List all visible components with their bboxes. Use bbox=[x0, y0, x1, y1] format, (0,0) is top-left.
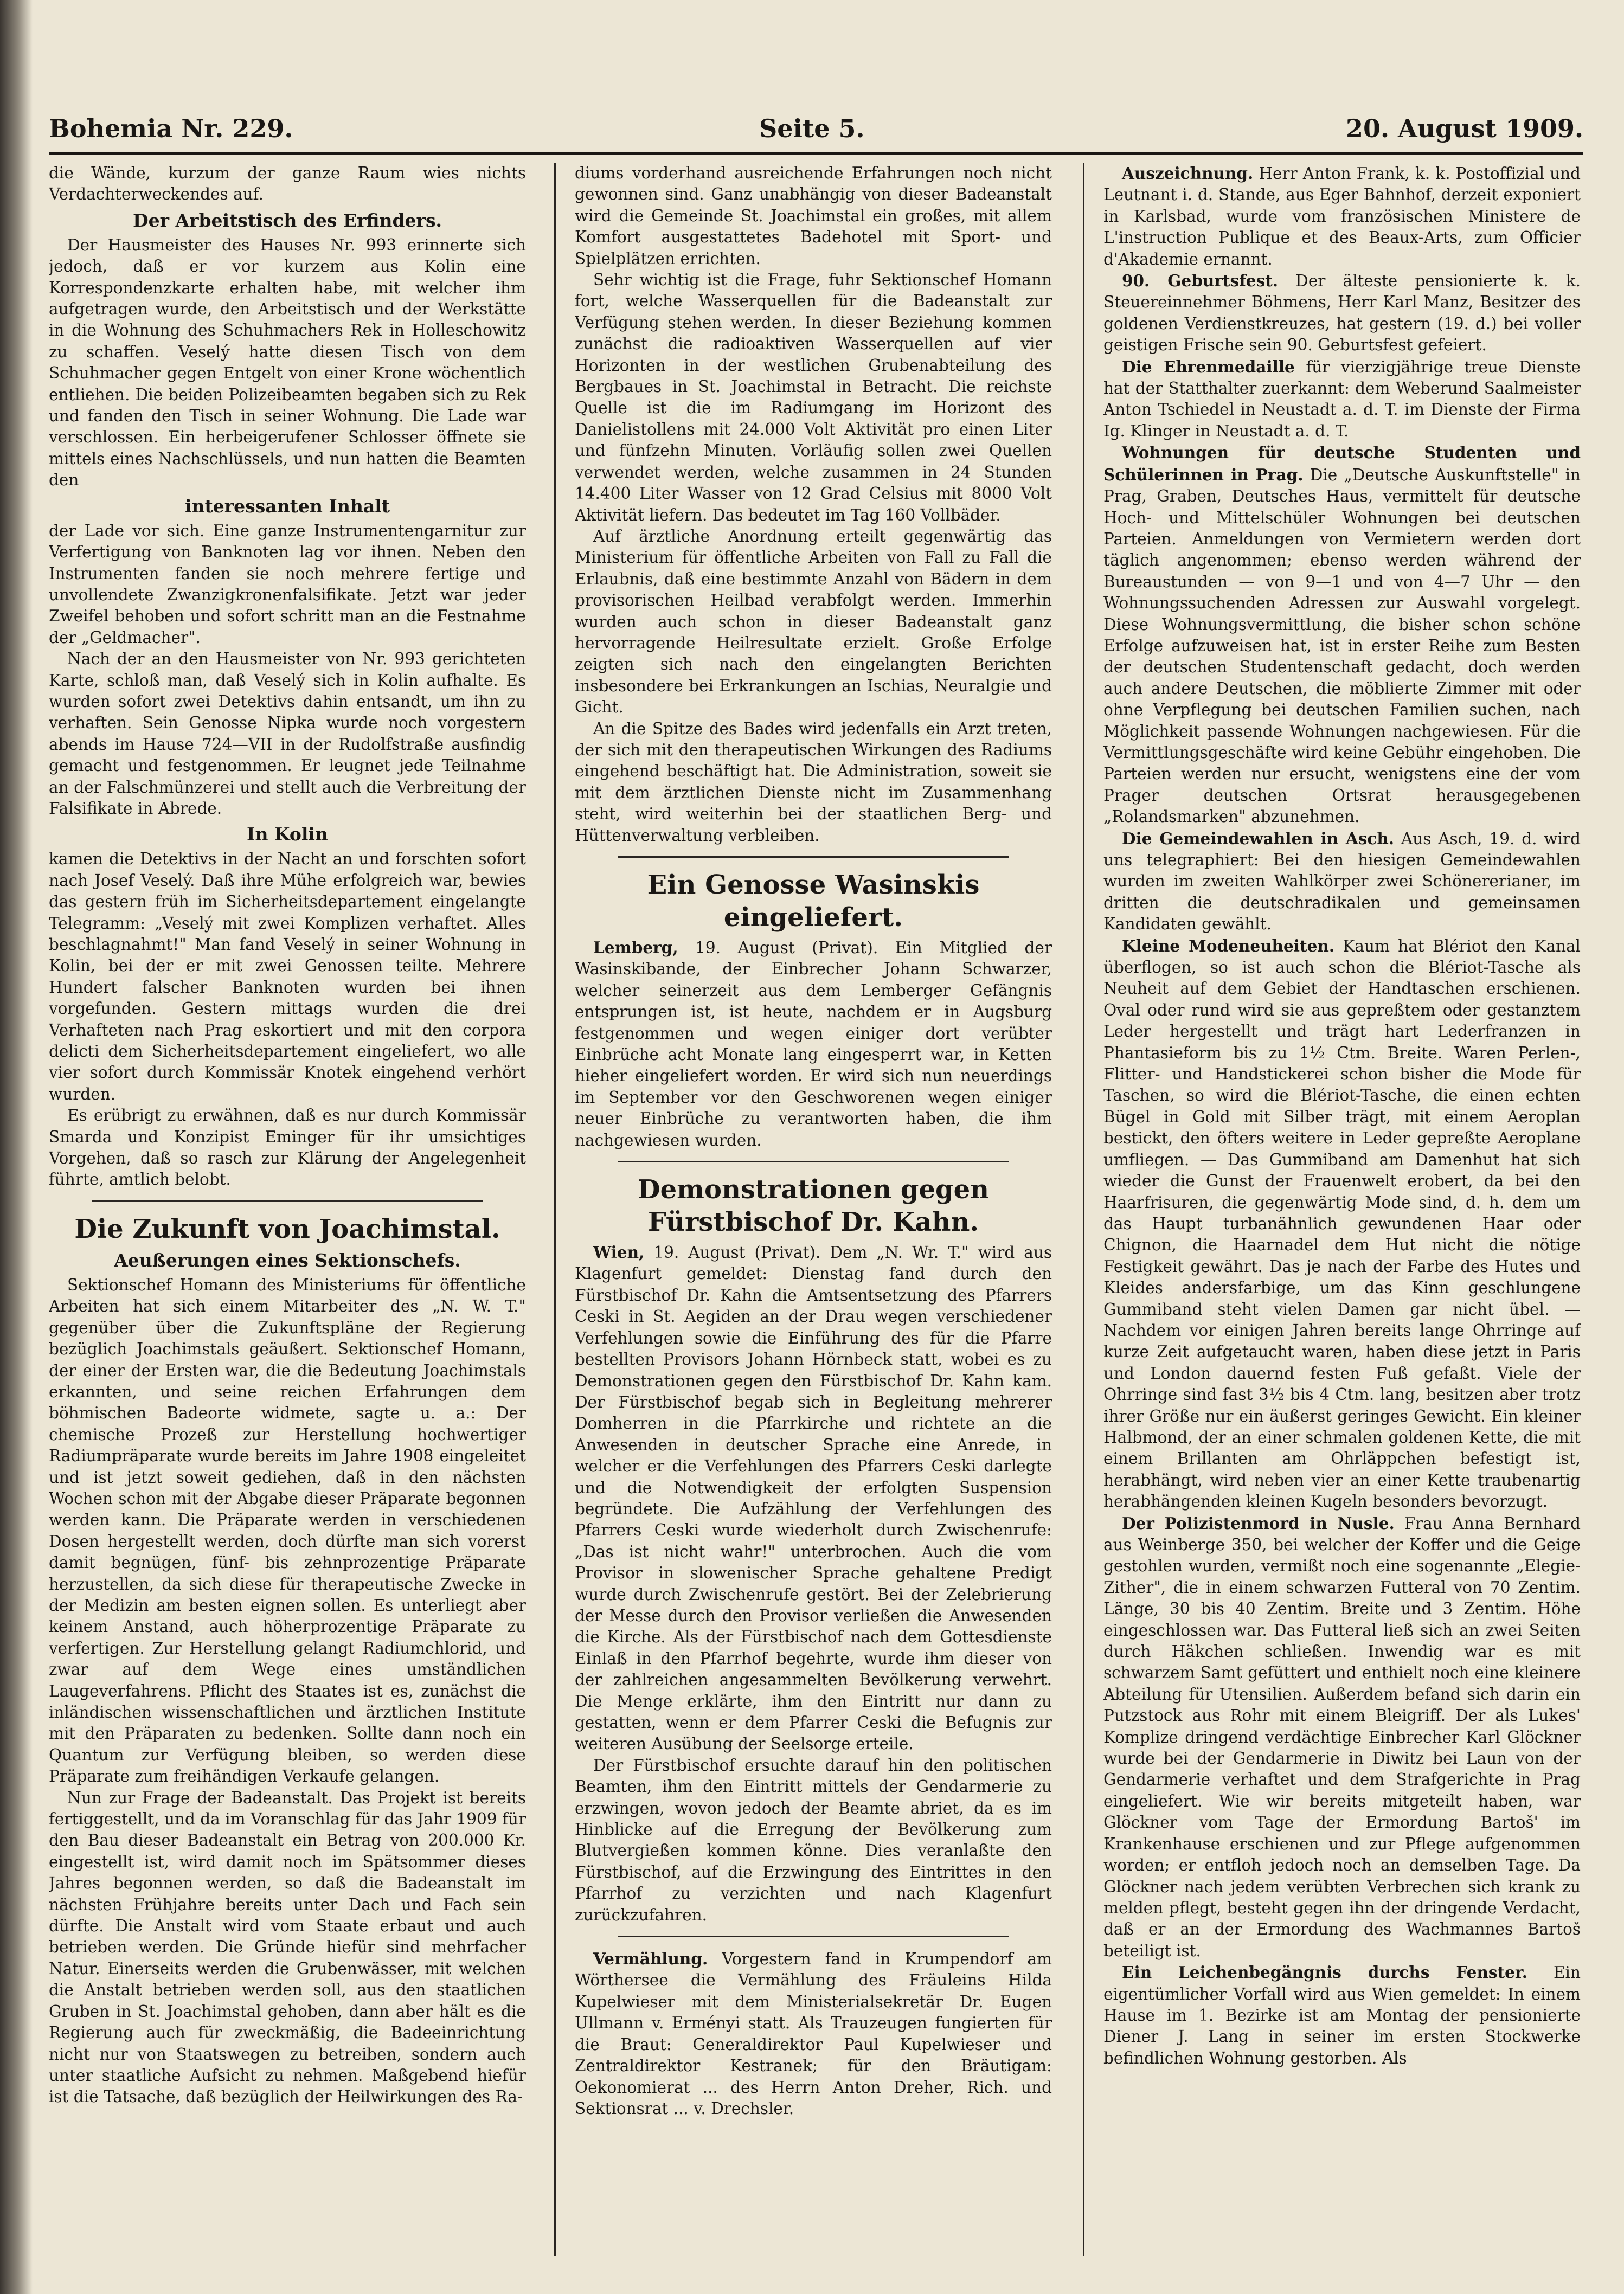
paragraph bbox=[575, 1948, 1052, 2119]
page-header bbox=[49, 114, 1583, 157]
header-date: 20. August 1909. bbox=[1346, 114, 1583, 143]
dateline-place: Lemberg, bbox=[593, 938, 678, 957]
subheading: interessanten Inhalt bbox=[185, 495, 390, 517]
subheading: Aeußerungen eines Sektionschefs. bbox=[114, 1249, 461, 1271]
paragraph bbox=[575, 1242, 1052, 1755]
separator bbox=[49, 1200, 526, 1202]
paragraph: der Lade vor sich. Eine ganze Instrumentengarnitur zur Verfertigung von Banknoten lag vor ihnen. Neben den Instrumenten fanden sie noch mehrere fertige und unvollendete Zwanzigkronenfalsifikate. Jetzt war jeder Zweifel behoben und sofort schritt man an die Festnahme der „Geldmacher". bbox=[49, 521, 526, 647]
header-rule bbox=[49, 152, 1583, 155]
paragraph: An die Spitze des Bades wird jedenfalls ein Arzt treten, der sich mit den therapeutischen Wirkungen des Radiums eingehend beschäftigt hat. Die Administration, soweit sie mit dem ärztlichen Dienste nicht im Zusammenhang steht, wird weiterhin bei der staatlichen Berg- und Hüttenverwaltung verbleiben. bbox=[575, 719, 1052, 845]
article-title: Demonstrationen gegen Fürstbischof Dr. Kahn. bbox=[637, 1174, 990, 1238]
article-title: Die Zukunft von Joachimstal. bbox=[74, 1213, 500, 1244]
column-1 bbox=[49, 163, 526, 2256]
paragraph-text: 19. August (Privat). Dem „N. Wr. T." wird aus Klagenfurt gemeldet: Dienstag fand durch den Fürstbischof Dr. Kahn die Amtsentsetzung des Pfarrers Ceski in St. Aegiden an der Drau wegen verschiedener Verfehlungen sowie die Einführung des für die Pfarre bestellten Provisors Johann Hörnbeck statt, wobei es zu Demonstrationen gegen den Fürstbischof Dr. Kahn kam. Der Fürstbischof begab sich in Begleitung mehrerer Domherren in die Pfarrkirche und richtete an die Anwesenden in deutscher Sprache eine Anrede, in welcher er die Verfehlungen des Pfarrers Ceski darlegte und die Notwendigkeit der erfolgten Suspension begründete. Die Aufzählung der Verfehlungen des Pfarrers Ceski wurde wiederholt durch Zwischenrufe: „Das ist nicht wahr!" unterbrochen. Auch die vom Provisor in slowenischer Sprache gehaltene Predigt wurde durch Zwischenrufe gestört. Bei der Zelebrierung der Messe durch den Provisor verließen die Anwesenden die Kirche. Als der Fürstbischof nach dem Gottesdienste Einlaß in den Pfarrhof begehrte, wurde ihm dieser von der zahlreichen angesammelten Bevölkerung verwehrt. Die Menge erklärte, ihm den Eintritt nur dann zu gestatten, wenn er dem Pfarrer Ceski die Befugnis zur weiteren Ausübung der Seelsorge erteile. bbox=[575, 1243, 1052, 1753]
inline-heading: Auszeichnung. bbox=[1122, 164, 1254, 183]
paragraph-text: Ein eigentümlicher Vorfall wird aus Wien gemeldet: In einem Hause im 1. Bezirke ist am Montag der pensionierte Diener J. Lang in seiner im ersten Stockwerke befindlichen Wohnung gestorben. Als bbox=[1103, 1963, 1581, 2067]
article-title: Ein Genosse Wasinskis eingeliefert. bbox=[647, 870, 980, 933]
column-2 bbox=[575, 163, 1052, 2256]
column-rule-1 bbox=[554, 163, 556, 2256]
inline-heading: Wohnungen für deutsche Studenten und Schülerinnen in Prag. bbox=[1103, 443, 1581, 484]
paragraph: Es erübrigt zu erwähnen, daß es nur durch Kommissär Smarda und Konzipist Eminger für ihr umsichtiges Vorgehen, daß so rasch zur Klärung der Angelegenheit führte, amtlich belobt. bbox=[49, 1106, 526, 1189]
paragraph bbox=[1103, 1962, 1581, 2069]
header-page-number: Seite 5. bbox=[759, 114, 865, 143]
paragraph: Der Fürstbischof ersuchte darauf hin den politischen Beamten, ihm den Eintritt mittels der Gendarmerie zu erzwingen, wovon jedoch der Beamte abriet, da es im Hinblicke auf die Erregung der Bevölkerung zum Blutvergießen kommen könne. Dies veranlaßte den Fürstbischof, auf die Erzwingung des Eintrittes in den Pfarrhof zu verzichten und nach Klagenfurt zurückzufahren. bbox=[575, 1756, 1052, 1924]
separator bbox=[575, 856, 1052, 858]
paragraph: Nun zur Frage der Badeanstalt. Das Projekt ist bereits fertiggestellt, und da im Voranschlag für das Jahr 1909 für den Bau dieser Badeanstalt ein Betrag von 200.000 Kr. eingestellt ist, wird damit noch im Spätsommer dieses Jahres begonnen werden, so daß die Badeanstalt im nächsten Frühjahre bereits unter Dach und Fach sein dürfte. Die Anstalt wird vom Staate erbaut und auch betrieben werden. Die Gründe hiefür sind mehrfacher Natur. Einerseits werden die Grubenwässer, mit welchen die Anstalt betrieben werden soll, aus den staatlichen Gruben in St. Joachimstal gehoben, dann aber hält es die Regierung auch für zweckmäßig, die Badeeinrichtung nicht nur von Staatswegen zu betreiben, sondern auch unter staatliche Aufsicht zu nehmen. Maßgebend hiefür ist die Tatsache, daß bezüglich der Heilwirkungen des Ra- bbox=[49, 1788, 526, 2106]
subheading: In Kolin bbox=[247, 824, 328, 845]
inline-heading: Kleine Modeneuheiten. bbox=[1122, 936, 1335, 955]
inline-heading: Vermählung. bbox=[593, 1949, 708, 1969]
paragraph-text: Die „Deutsche Auskunftstelle" in Prag, Graben, Deutsches Haus, vermittelt für deutsche Hoch- und Mittelschüler Wohnungen bei deutschen Parteien. Anmeldungen von Vermietern werden dort täglich angenommen; ebenso werden während der Bureaustunden — von 9—1 und von 4—7 Uhr — den Wohnungssuchenden Adressen zur Auswahl vorgelegt. Diese Wohnungsvermittlung, die bisher schon schöne Erfolge aufzuweisen hat, ist in erster Reihe zum Besten der deutschen Studentenschaft gedacht, doch werden auch andere Deutschen, die möblierte Zimmer mit oder ohne Verpflegung bei deutschen Familien suchen, nach Möglichkeit passende Wohnungen nachgewiesen. Für die Vermittlungsgeschäfte wird keine Gebühr eingehoben. Die Parteien werden nur ersucht, wenigstens eine der vom Prager deutschen Ortsrat herausgegebenen „Rolandsmarken" abzunehmen. bbox=[1103, 465, 1581, 826]
paragraph-text: Frau Anna Bernhard aus Weinberge 350, bei welcher der Koffer und die Geige gestohlen wurden, vermißt noch eine sogenannte „Elegie-Zither", die in einem schwarzen Futteral von 70 Zentim. Länge, 30 bis 40 Zentim. Breite und 3 Zentim. Höhe eingeschlossen war. Das Futteral ließ sich an zwei Seiten durch Häkchen schließen. Inwendig war es mit schwarzem Samt gefüttert und enthielt noch eine kleinere Abteilung für Utensilien. Außerdem befand sich darin ein Putzstock aus Rohr mit einem Bleigriff. Der als Lukes' Komplize dringend verdächtige Einbrecher Karl Glöckner wurde bei der Gendarmerie in Diwitz bei Laun von der Gendarmerie verhaftet und dem Strafgerichte in Prag eingeliefert. Wie wir bereits mitgeteilt haben, war Glöckner vom Tage der Ermordung Bartoš' im Krankenhause erschienen und zur Pflege aufgenommen worden; er entfloh jedoch noch an demselben Tage. Da Glöckner nach jedem verübten Verbrechen sich krank zu melden pflegt, besteht gegen ihn der dringende Verdacht, daß er an der Ermordung des Wachmannes Bartoš beteiligt ist. bbox=[1103, 1514, 1581, 1960]
separator bbox=[575, 1936, 1052, 1937]
scan-binding-edge bbox=[0, 0, 33, 2294]
column-rule-2 bbox=[1083, 163, 1084, 2256]
paragraph bbox=[1103, 828, 1581, 935]
paragraph bbox=[1103, 270, 1581, 356]
paragraph: diums vorderhand ausreichende Erfahrungen noch nicht gewonnen sind. Ganz unabhängig von dieser Badeanstalt wird die Gemeinde St. Joachimstal ein großes, mit allem Komfort ausgestattetes Badehotel mit Sport- und Spielplätzen errichten. bbox=[575, 164, 1052, 268]
inline-heading: Die Gemeindewahlen in Asch. bbox=[1122, 828, 1395, 848]
paragraph-text: Herr Anton Frank, k. k. Postoffizial und Leutnant i. d. Stande, aus Eger Bahnhof, derzeit exponiert in Karlsbad, wurde vom französischen Ministere de L'instruction Publique et des Beaux-Arts, zum Officier d'Akademie ernannt. bbox=[1103, 164, 1581, 268]
paragraph: kamen die Detektivs in der Nacht an und forschten sofort nach Josef Veselý. Daß ihre Mühe erfolgreich war, bewies das gestern früh im Sicherheitsdepartement eingelangte Telegramm: „Veselý mit zwei Komplizen verhaftet. Alles beschlagnahmt!" Man fand Veselý in seiner Wohnung in Kolin, bei der er mit zwei Genossen teilte. Mehrere Hundert falscher Banknoten wurden bei ihnen vorgefunden. Gestern mittags wurden die drei Verhafteten nach Prag eskortiert und mit den corpora delicti dem Sicherheitsdepartement eingeliefert, wo alle vier sofort durch Kommissär Knotek eingehend verhört wurden. bbox=[49, 850, 526, 1103]
inline-heading: 90. Geburtsfest. bbox=[1122, 271, 1279, 291]
inline-heading: Ein Leichenbegängnis durchs Fenster. bbox=[1122, 1963, 1527, 1982]
paragraph bbox=[1103, 1513, 1581, 1962]
paragraph bbox=[575, 937, 1052, 1151]
paragraph bbox=[1103, 356, 1581, 442]
column-3 bbox=[1103, 163, 1581, 2256]
separator bbox=[575, 1161, 1052, 1162]
paragraph-text: Kaum hat Blériot den Kanal überflogen, so ist auch schon die Blériot-Tasche als Neuheit auf dem Gebiet der Handtaschen erschienen. Oval oder rund wird sie aus gepreßtem oder gestanztem Leder hergestellt und trägt hart Lederfranzen in Phantasieform bis zu 1½ Ctm. Breite. Waren Perlen-, Flitter- und Handstickerei schon bisher die Mode für Taschen, so wird die Blériot-Tasche, die einen echten Bügel in Gold mit Silber trägt, mit einem Aeroplan bestickt, den öfters weitere in Leder gepreßte Aeroplane umfliegen. — Das Gummiband am Damenhut hat sich wieder die Gunst der Frauenwelt erobert, da bei den Haarfrisuren, die gegenwärtig Mode sind, d. h. dem um das Haupt turbanähnlich gewundenen Haar oder Chignon, die Haarnadel dem Hut nicht die nötige Festigkeit gewährt. Das je nach der Farbe des Hutes und Kleides andersfarbige, um das Kinn geschlungene Gummiband steht vielen Damen gar nicht übel. — Nachdem vor einigen Jahren bereits lange Ohrringe auf kurze Zeit aufgetaucht waren, haben diese jetzt in Paris und London dauernd festen Fuß gefaßt. Viele der Ohrringe sind fast 3½ bis 4 Ctm. lang, besitzen aber trotz ihrer Größe nur ein äußerst geringes Gewicht. Ein kleiner Halbmond, der an einer schmalen goldenen Kette, die mit einem Brillanten am Ohrläppchen befestigt ist, herabhängt, wird neben vier an einer Kette traubenartig herabhängenden kleinen Kugeln besonders bevorzugt. bbox=[1103, 936, 1581, 1511]
paragraph bbox=[1103, 935, 1581, 1513]
paragraph: Sektionschef Homann des Ministeriums für öffentliche Arbeiten hat sich einem Mitarbeiter des „N. W. T." gegenüber über die Zukunftspläne der Regierung bezüglich Joachimstals geäußert. Sektionschef Homann, der einer der Ersten war, die die Bedeutung Joachimstals erkannten, und seine reichen Erfahrungen dem böhmischen Badeorte widmete, sagte u. a.: Der chemische Prozeß zur Herstellung hochwertiger Radiumpräparate wurde bereits im Jahre 1908 eingeleitet und ist jetzt soweit gediehen, daß in den nächsten Wochen schon mit der Abgabe dieser Präparate begonnen werden kann. Die Präparate werden in verschiedenen Dosen hergestellt werden, doch dürfte man sich vorerst damit begnügen, fünf- bis zehnprozentige Präparate herzustellen, da sich diese für therapeutische Zwecke in der Medizin am besten eignen sollen. Es unterliegt aber keinem Anstand, auch höherprozentige Präparate zu verfertigen. Zur Herstellung gelangt Radiumchlorid, und zwar auf dem Wege eines umständlichen Laugeverfahrens. Pflicht des Staates ist es, zunächst die inländischen wissenschaftlichen und ärztlichen Institute mit den Präparaten zu bedenken. Sollte dann noch ein Quantum zur Verfügung bleiben, so werden diese Präparate zum freihändigen Verkaufe gelangen. bbox=[49, 1275, 526, 1786]
paragraph: Nach der an den Hausmeister von Nr. 993 gerichteten Karte, schloß man, daß Veselý sich in Kolin aufhalte. Es wurden sofort zwei Detektivs dahin entsandt, um ihn zu verhaften. Sein Genosse Nipka wurde noch vorgestern abends im Hause 724—VII in der Rudolfstraße ausfindig gemacht und festgenommen. Er leugnet jede Teilnahme an der Falschmünzerei und stellt auch die Verbreitung der Falsifikate in Abrede. bbox=[49, 650, 526, 818]
paragraph-text: Aus Asch, 19. d. wird uns telegraphiert: Bei den hiesigen Gemeindewahlen wurden im zweiten Wahlkörper zwei Schönererianer, im dritten die deutschradikalen und gemeinsamen Kandidaten gewählt. bbox=[1103, 829, 1581, 934]
paragraph-text: Vorgestern fand in Krumpendorf am Wörthersee die Vermählung des Fräuleins Hilda Kupelwieser mit dem Ministerialsekretär Dr. Eugen Ullmann v. Erményi statt. Als Trauzeugen fungierten für die Braut: Generaldirektor Paul Kupelwieser und Zentraldirektor Kestranek; für den Bräutigam: Oekonomierat ... des Herrn Anton Dreher, Rich. und Sektionsrat ... v. Drechsler. bbox=[575, 1950, 1052, 2118]
inline-heading: Die Ehrenmedaille bbox=[1122, 357, 1295, 376]
inline-heading: Der Polizistenmord in Nusle. bbox=[1122, 1513, 1395, 1533]
header-issue: Bohemia Nr. 229. bbox=[49, 114, 293, 143]
paragraph: Auf ärztliche Anordnung erteilt gegenwärtig das Ministerium für öffentliche Arbeiten von Fall zu Fall die Erlaubnis, daß eine bestimmte Anzahl von Bädern in dem provisorischen Heilbad verabfolgt werden. Immerhin wurden auch schon in dieser Badeanstalt ganz hervorragende Heilresultate erzielt. Große Erfolge zeigten sich nach den eingelangten Berichten insbesondere bei Erkrankungen an Ischias, Neuralgie und Gicht. bbox=[575, 526, 1052, 717]
paragraph bbox=[1103, 442, 1581, 827]
paragraph bbox=[1103, 163, 1581, 270]
subheading: Der Arbeitstisch des Erfinders. bbox=[132, 209, 442, 231]
paragraph-text: für vierzigjährige treue Dienste hat der Statthalter zuerkannt: dem Weberund Saalmeister Anton Tschiedel in Neustadt a. d. T. im Dienste der Firma Ig. Klinger in Neustadt a. d. T. bbox=[1103, 357, 1581, 440]
paragraph-text: 19. August (Privat). Ein Mitglied der Wasinskibande, der Einbrecher Johann Schwarzer, welcher seinerzeit aus dem Lemberger Gefängnis entsprungen ist, ist heute, nachdem er in Augsburg festgenommen und wegen einiger dort verübter Einbrüche acht Monate lang eingesperrt war, in Ketten hieher eingeliefert worden. Er wird sich nun neuerdings im September vor den Geschworenen wegen einiger neuer Einbrüche zu verantworten haben, die ihm nachgewiesen wurden. bbox=[575, 939, 1052, 1149]
paragraph: die Wände, kurzum der ganze Raum wies nichts Verdachterweckendes auf. bbox=[49, 164, 526, 204]
paragraph: Sehr wichtig ist die Frage, fuhr Sektionschef Homann fort, welche Wasserquellen für die Badeanstalt zur Verfügung stehen werden. In dieser Beziehung kommen zunächst die radioaktiven Wasserquellen auf vier Horizonten in der westlichen Grubenabteilung des Bergbaues in St. Joachimstal in Betracht. Die reichste Quelle ist die im Radiumgang im Horizont des Danielistollens mit 24.000 Volt Aktivität pro einen Liter und fünfzehn Minuten. Vorläufig sollen zwei Quellen verwendet werden, welche zusammen in 24 Stunden 14.400 Liter Wasser von 12 Grad Celsius mit 8000 Volt Aktivität liefern. Das bedeutet im Tag 160 Vollbäder. bbox=[575, 271, 1052, 524]
paragraph-text: Der älteste pensionierte k. k. Steuereinnehmer Böhmens, Herr Karl Manz, Besitzer des goldenen Verdienstkreuzes, hat gestern (19. d.) bei voller geistigen Frische sein 90. Geburtsfest gefeiert. bbox=[1103, 272, 1581, 355]
dateline-place: Wien, bbox=[593, 1243, 645, 1262]
paragraph: Der Hausmeister des Hauses Nr. 993 erinnerte sich jedoch, daß er vor kurzem aus Kolin eine Korrespondenzkarte erhalten habe, mit welcher ihm aufgetragen wurde, den Arbeitstisch und der Werkstätte in die Wohnung des Schuhmachers Rek in Holleschowitz zu schaffen. Veselý hatte diesen Tisch von dem Schuhmacher gegen Entgelt von einer Krone wöchentlich entliehen. Die beiden Polizeibeamten begaben sich zu Rek und fanden den Tisch in seiner Wohnung. Die Lade war verschlossen. Ein herbeigerufener Schlosser öffnete sie mittels eines Nachschlüssels, und nun hatten die Beamten den bbox=[49, 235, 526, 490]
